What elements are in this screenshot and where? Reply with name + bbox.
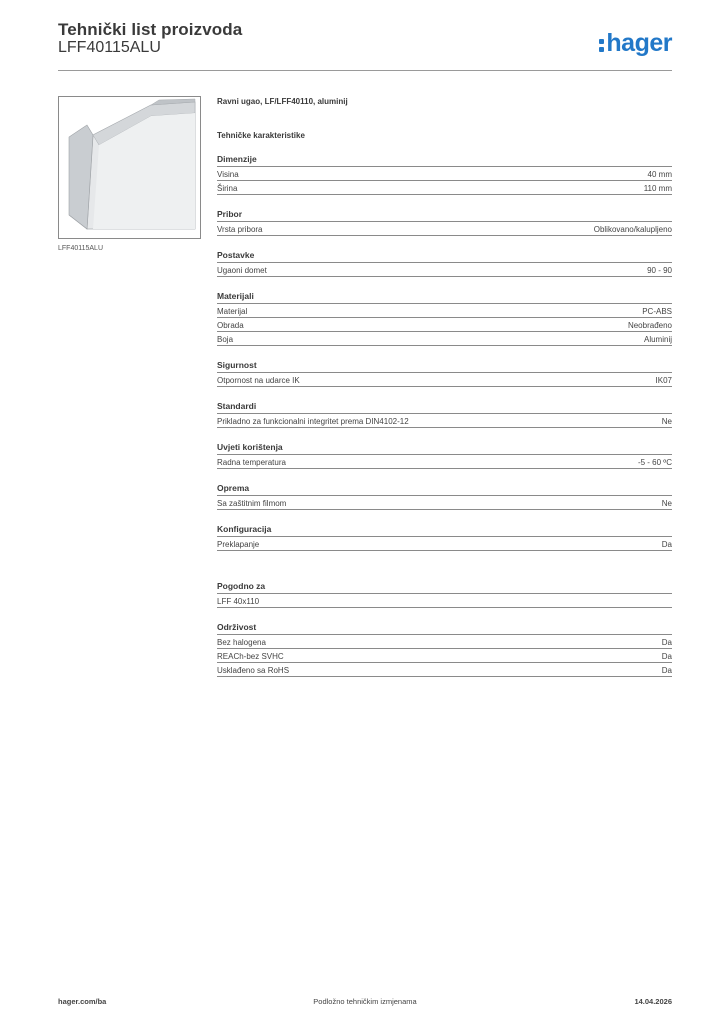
- section-title: Sigurnost: [217, 360, 672, 373]
- spec-key: Bez halogena: [217, 638, 266, 647]
- sustainability-section: [217, 622, 672, 677]
- spec-value: PC-ABS: [642, 307, 672, 316]
- spec-row: [217, 635, 672, 649]
- section-title: Oprema: [217, 483, 672, 496]
- section-title: Materijali: [217, 291, 672, 304]
- spec-row: [217, 332, 672, 346]
- spec-key: Vrsta pribora: [217, 225, 263, 234]
- spec-value: Oblikovano/kalupljeno: [593, 225, 672, 234]
- footer-date: 14.04.2026: [634, 997, 672, 1006]
- spec-key: Usklađeno sa RoHS: [217, 666, 290, 675]
- product-name: Ravni ugao, LF/LFF40110, aluminij: [217, 97, 348, 106]
- hager-logo: [599, 28, 672, 58]
- spec-section: [217, 360, 672, 387]
- spec-key: Materijal: [217, 307, 248, 316]
- spec-key: LFF 40x110: [217, 597, 260, 606]
- document-title: Tehnički list proizvoda: [58, 20, 243, 39]
- spec-sections: [217, 154, 672, 551]
- suitable-section: [217, 581, 672, 608]
- spec-key: Otpornost na udarce IK: [217, 376, 300, 385]
- spec-value: 40 mm: [647, 170, 672, 179]
- spec-key: Sa zaštitnim filmom: [217, 499, 287, 508]
- spec-key: Obrada: [217, 321, 244, 330]
- spec-section: [217, 483, 672, 510]
- spec-value: -5 - 60 ºC: [637, 458, 672, 467]
- spec-key: Preklapanje: [217, 540, 260, 549]
- spec-key: Boja: [217, 335, 234, 344]
- section-title: Konfiguracija: [217, 524, 672, 537]
- section-title: Dimenzije: [217, 154, 672, 167]
- tech-heading: Tehničke karakteristike: [217, 131, 305, 140]
- logo-text: hager: [606, 29, 672, 57]
- product-code: LFF40115ALU: [58, 39, 161, 56]
- spec-value: Ne: [661, 499, 672, 508]
- spec-row: [217, 167, 672, 181]
- footer-notice: Podložno tehničkim izmjenama: [313, 997, 417, 1006]
- spec-row: [217, 304, 672, 318]
- spec-key: Radna temperatura: [217, 458, 286, 467]
- spec-section: [217, 250, 672, 277]
- spec-content: [217, 96, 672, 677]
- spec-value: IK07: [655, 376, 672, 385]
- corner-piece-illustration: [59, 97, 200, 238]
- spec-key: Prikladno za funkcionalni integritet prema DIN4102-12: [217, 417, 409, 426]
- spec-key: Ugaoni domet: [217, 266, 267, 275]
- spec-row: [217, 318, 672, 332]
- spec-row: [217, 649, 672, 663]
- spec-row: [217, 663, 672, 677]
- spec-section: [217, 524, 672, 551]
- spec-key: REACh-bez SVHC: [217, 652, 284, 661]
- spec-row: [217, 537, 672, 551]
- page-header: [58, 20, 672, 71]
- spec-value: Da: [661, 638, 672, 647]
- spec-value: Aluminij: [643, 335, 672, 344]
- section-title: Pogodno za: [217, 581, 672, 594]
- image-caption: LFF40115ALU: [58, 245, 104, 252]
- section-title: Standardi: [217, 401, 672, 414]
- section-title: Uvjeti korištenja: [217, 442, 672, 455]
- spec-section: [217, 154, 672, 195]
- spec-row: [217, 222, 672, 236]
- spec-value: Da: [661, 666, 672, 675]
- spec-row: [217, 594, 672, 608]
- spec-value: Ne: [661, 417, 672, 426]
- spec-section: [217, 291, 672, 346]
- section-title: Održivost: [217, 622, 672, 635]
- spec-row: [217, 263, 672, 277]
- logo-mark-icon: [599, 35, 605, 53]
- footer-website: hager.com/ba: [58, 997, 107, 1006]
- spec-value: Neobrađeno: [627, 321, 672, 330]
- spec-value: 110 mm: [643, 184, 672, 193]
- section-title: Postavke: [217, 250, 672, 263]
- product-image: [58, 96, 201, 239]
- spec-value: Da: [661, 652, 672, 661]
- spec-row: [217, 181, 672, 195]
- spec-value: Da: [661, 540, 672, 549]
- spec-key: Širina: [217, 184, 238, 193]
- spec-section: [217, 442, 672, 469]
- spec-section: [217, 581, 672, 608]
- spec-row: [217, 455, 672, 469]
- spec-value: 90 - 90: [647, 266, 672, 275]
- spec-section: [217, 209, 672, 236]
- spec-row: [217, 373, 672, 387]
- spec-section: [217, 401, 672, 428]
- spec-key: Visina: [217, 170, 239, 179]
- spec-row: [217, 414, 672, 428]
- spec-row: [217, 496, 672, 510]
- section-title: Pribor: [217, 209, 672, 222]
- spec-section: [217, 622, 672, 677]
